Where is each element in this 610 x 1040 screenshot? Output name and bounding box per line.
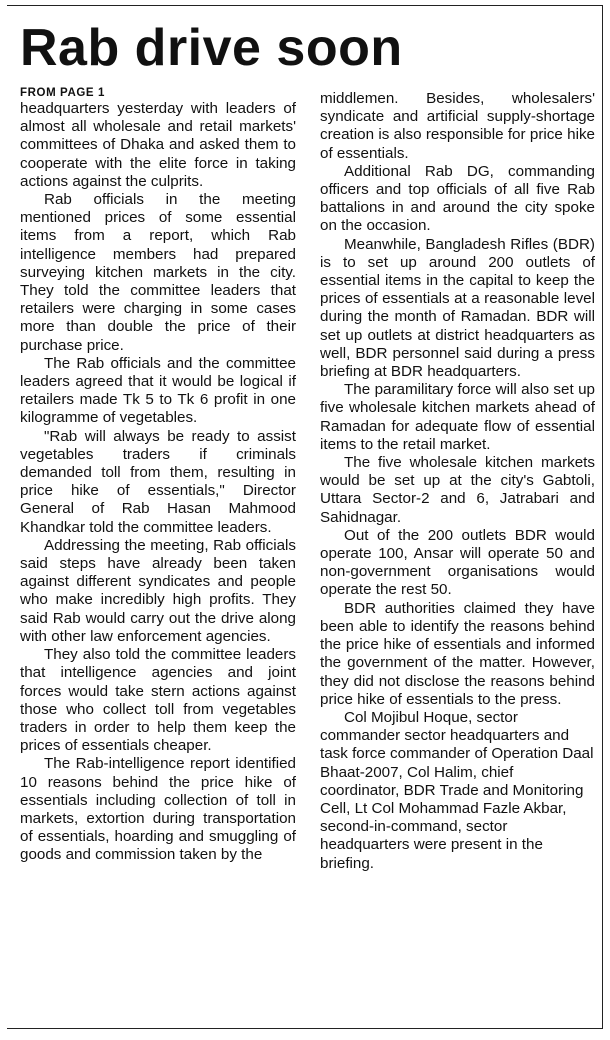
paragraph: Rab officials in the meeting mentioned prices of some essential items from a report, which Rab intelligence members had prepared surveying kitchen markets in the city. They told the committee leaders that retailers were charging in some cases more than double the price of their purchase price.: [20, 191, 296, 354]
left-column: [20, 86, 296, 865]
paragraph: headquarters yesterday with leaders of almost all wholesale and retail markets' committees of Dhaka and asked them to cooperate with the elite force in taking actions against the culprits.: [20, 100, 296, 190]
right-column: [320, 90, 595, 873]
paragraph: "Rab will always be ready to assist vegetables traders if criminals demanded toll from them, resulting in price hike of essentials," Director General of Rab Hasan Mahmood Khandkar told the committee leaders.: [20, 427, 296, 536]
headline: Rab drive soon: [20, 19, 403, 77]
paragraph: BDR authorities claimed they have been able to identify the reasons behind the price hike of essentials and informed the government of the matter. However, they did not disclose the reasons behind price hike of essentials to the press.: [320, 599, 595, 708]
paragraph: The paramilitary force will also set up five wholesale kitchen markets ahead of Ramadan for adequate flow of essential items to the retail market.: [320, 381, 595, 453]
paragraph: Col Mojibul Hoque, sector commander sector headquarters and task force commander of Operation Daal Bhaat-2007, Col Halim, chief coordinator, BDR Trade and Monitoring Cell, Lt Col Mohammad Fazle Akbar, second-in-command, sector headquarters were present in the briefing.: [320, 708, 594, 872]
paragraph: Out of the 200 outlets BDR would operate 100, Ansar will operate 50 and non-government organisations would operate the rest 50.: [320, 526, 595, 599]
paragraph: The Rab officials and the committee leaders agreed that it would be logical if retailers made Tk 5 to Tk 6 profit in one kilogramme of vegetables.: [20, 354, 296, 427]
paragraph: They also told the committee leaders that intelligence agencies and joint forces would take stern actions against those who collect toll from vegetables traders in order to help them keep the prices of essentials cheaper.: [20, 646, 296, 755]
paragraph: middlemen. Besides, wholesalers' syndicate and artificial supply-shortage creation is also responsible for price hike of essentials.: [320, 90, 595, 162]
paragraph: Meanwhile, Bangladesh Rifles (BDR) is to set up around 200 outlets of essential items in the capital to keep the prices of essentials at a reasonable level during the month of Ramadan. BDR will set up outlets at district headquarters as well, BDR personnel said during a press briefing at BDR headquarters.: [320, 235, 595, 381]
paragraph: The five wholesale kitchen markets would be set up at the city's Gabtoli, Uttara Sector-2 and 6, Jatrabari and Sahidnagar.: [320, 454, 595, 526]
paragraph: Additional Rab DG, commanding officers and top officials of all five Rab battalions in and around the city spoke on the occasion.: [320, 162, 595, 235]
paragraph: The Rab-intelligence report identified 10 reasons behind the price hike of essentials including collection of toll in markets, extortion during transportation of essentials, hoarding and smuggling of goods and commission taken by the: [20, 755, 296, 864]
paragraph: Addressing the meeting, Rab officials said steps have already been taken against different syndicates and people who make incredibly high profits. They said Rab would carry out the drive along with other law enforcement agencies.: [20, 536, 296, 645]
jump-label: FROM PAGE 1: [20, 87, 105, 99]
